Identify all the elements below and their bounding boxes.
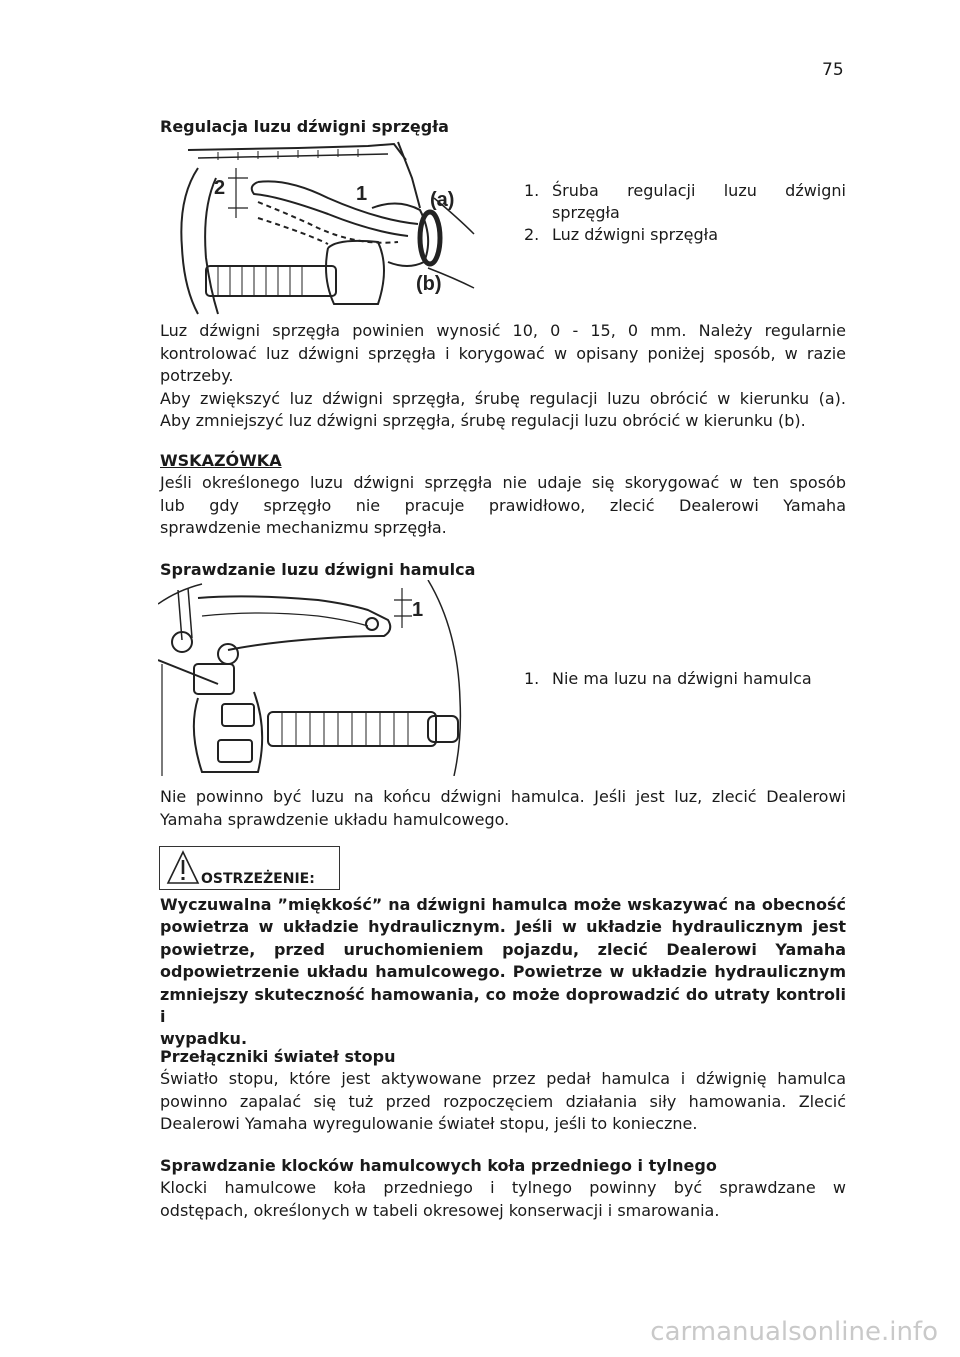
legend-text: Śruba regulacji luzu dźwigni sprzęgła (552, 181, 846, 222)
warning-icon (166, 850, 200, 886)
paragraph-line: powietrza w układzie hydraulicznym. Jeśli w układzie hydraulicznym jest (160, 917, 846, 937)
paragraph-line: Dealerowi Yamaha wyregulowanie świateł stopu, jeśli to konieczne. (160, 1114, 698, 1134)
legend-number: 2. (524, 225, 540, 244)
paragraph-line: odpowietrzenie układu hamulcowego. Powietrze w układzie hydraulicznym (160, 962, 846, 982)
warning-label: OSTRZEŻENIE: (201, 871, 315, 887)
paragraph-line: Yamaha sprawdzenie układu hamulcowego. (160, 809, 510, 829)
legend-number: 1. (524, 669, 540, 688)
figure-label-b: (b) (416, 273, 442, 295)
paragraph-line: powinno zapalać się tuż przed rozpoczęciem działania siły hamowania. Zlecić (160, 1091, 846, 1111)
brake-lever-figure (158, 580, 470, 776)
paragraph-line: odstępach, określonych w tabeli okresowej konserwacji i smarowania. (160, 1200, 720, 1220)
paragraph-line: Jeśli określonego luzu dźwigni sprzęgła nie udaje się skorygować w ten sposób (160, 473, 846, 492)
page-number: 75 (822, 60, 844, 80)
paragraph-line: kontrolować luz dźwigni sprzęgła i korygować w opisany poniżej sposób, w razie (160, 343, 846, 363)
section-heading-stop-light: Przełączniki świateł stopu (160, 1047, 396, 1066)
paragraph-line: Światło stopu, które jest aktywowane przez pedał hamulca i dźwignię hamulca (160, 1069, 846, 1088)
section-heading-brake-pads: Sprawdzanie klocków hamulcowych koła przedniego i tylnego (160, 1156, 717, 1175)
note-paragraph (160, 472, 846, 540)
legend-item (524, 180, 846, 224)
clutch-lever-figure (158, 138, 476, 316)
paragraph-line: Luz dźwigni sprzęgła powinien wynosić 10, 0 - 15, 0 mm. Należy regularnie (160, 321, 846, 340)
paragraph-line: powietrze, przed uruchomieniem pojazdu, zlecić Dealerowi Yamaha (160, 939, 846, 959)
section-heading-brake: Sprawdzanie luzu dźwigni hamulca (160, 560, 476, 579)
legend-item (524, 668, 846, 690)
stop-light-paragraph (160, 1068, 846, 1136)
clutch-paragraph (160, 320, 846, 433)
clutch-legend (524, 180, 846, 246)
paragraph-line: Aby zwiększyć luz dźwigni sprzęgła, śrubę regulacji luzu obrócić w kierunku (a). (160, 388, 846, 408)
figure-label-1: 1 (412, 599, 424, 621)
paragraph-line: lub gdy sprzęgło nie pracuje prawidłowo, zlecić Dealerowi Yamaha (160, 495, 846, 515)
figure-label-1: 1 (356, 183, 368, 205)
paragraph-line: potrzeby. (160, 366, 234, 386)
brake-pads-paragraph (160, 1177, 846, 1222)
watermark: carmanualsonline.info (650, 1317, 938, 1347)
paragraph-line: sprawdzenie mechanizmu sprzęgła. (160, 518, 447, 538)
section-heading-clutch: Regulacja luzu dźwigni sprzęgła (160, 117, 449, 136)
legend-number: 1. (524, 181, 540, 200)
figure-label-a: (a) (430, 189, 455, 211)
paragraph-line: Nie powinno być luzu na końcu dźwigni hamulca. Jeśli jest luz, zlecić Dealerowi (160, 787, 846, 806)
legend-text: Luz dźwigni sprzęgła (552, 225, 718, 244)
figure-label-2: 2 (214, 177, 226, 199)
paragraph-line: Aby zmniejszyć luz dźwigni sprzęgła, śrubę regulacji luzu obrócić w kierunku (b). (160, 411, 806, 431)
paragraph-line: Klocki hamulcowe koła przedniego i tylnego powinny być sprawdzane w (160, 1178, 846, 1197)
brake-legend (524, 668, 846, 690)
legend-text: Nie ma luzu na dźwigni hamulca (552, 669, 812, 688)
brake-paragraph (160, 786, 846, 831)
warning-box (159, 846, 340, 890)
paragraph-line: zmniejszy skuteczność hamowania, co może doprowadzić do utraty kontroli i (160, 984, 846, 1027)
legend-item (524, 224, 846, 246)
paragraph-line: Wyczuwalna ”miękkość” na dźwigni hamulca może wskazywać na obecność (160, 895, 846, 914)
paragraph-line: wypadku. (160, 1029, 248, 1049)
warning-paragraph (160, 894, 846, 1051)
note-title: WSKAZÓWKA (160, 451, 282, 470)
